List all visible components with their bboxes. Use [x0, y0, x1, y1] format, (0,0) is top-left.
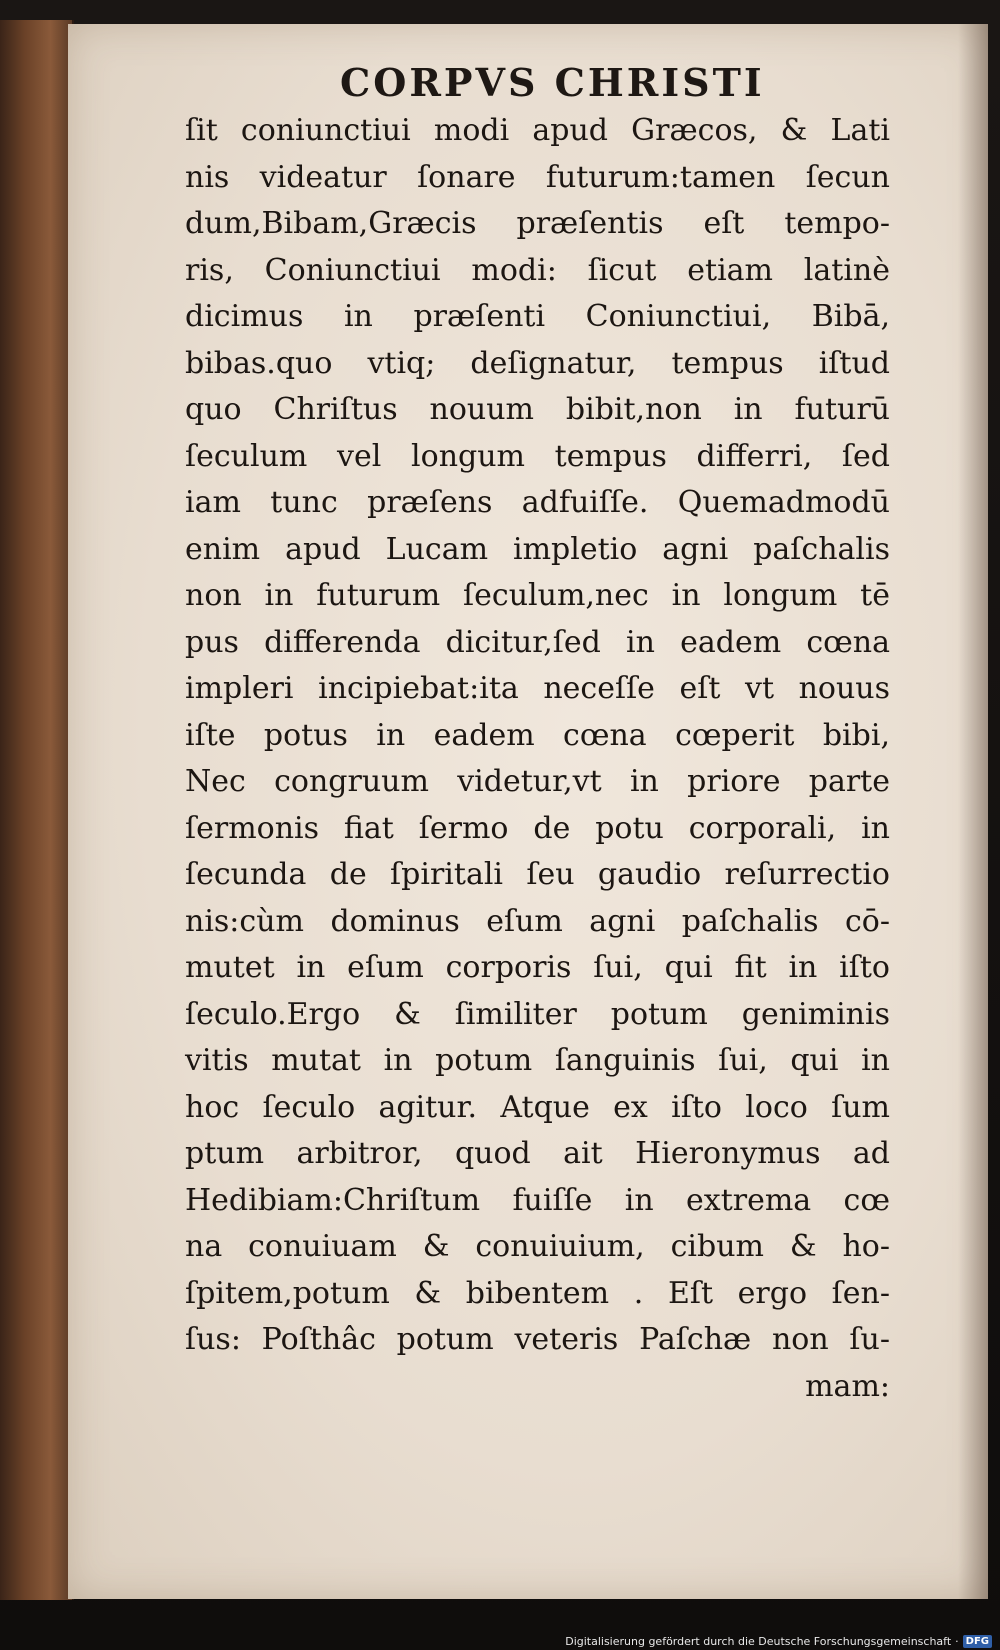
- body-text: [185, 108, 890, 1410]
- text-line: mutet in eſum corporis ſui, qui fit in iſto: [185, 950, 890, 985]
- text-line: Hedibiam:Chriſtum fuiſſe in extrema cœ: [185, 1182, 890, 1218]
- text-line: ſeculo.Ergo & ſimiliter potum geniminis: [185, 996, 890, 1032]
- text-line: ſeculum vel longum tempus differri, ſed: [185, 438, 890, 474]
- text-line: nis:cùm dominus eſum agni paſchalis cō-: [185, 903, 890, 939]
- text-line: vitis mutat in potum ſanguinis ſui, qui in: [185, 1043, 890, 1078]
- text-line: impleri incipiebat:ita neceſſe eſt vt nouus: [185, 671, 890, 706]
- text-line: dicimus in præſenti Coniunctiui, Bibā,: [185, 299, 890, 334]
- page-gutter-shadow: [958, 24, 988, 1599]
- text-line: non in futurum ſeculum,nec in longum tē: [185, 578, 890, 613]
- text-line: ſecunda de ſpiritali ſeu gaudio reſurrectio: [185, 857, 890, 892]
- dfg-logo: DFG: [963, 1635, 992, 1648]
- text-line: enim apud Lucam impletio agni paſchalis: [185, 531, 890, 567]
- text-line: pus differenda dicitur,ſed in eadem cœna: [185, 624, 890, 660]
- text-line: iam tunc præſens adfuiſſe. Quemadmodū: [185, 485, 890, 520]
- text-line: na conuiuam & conuiuium, cibum & ho-: [185, 1229, 890, 1264]
- text-line: nis videatur ſonare futurum:tamen ſecun: [185, 159, 890, 195]
- credit-text: Digitalisierung gefördert durch die Deutsche Forschungsgemeinschaft: [565, 1635, 952, 1648]
- text-line: ſermonis fiat ſermo de potu corporali, in: [185, 810, 890, 846]
- running-head: CORPVS CHRISTI: [340, 60, 765, 105]
- digitization-credit: Digitalisierung gefördert durch die Deutsche Forschungsgemeinschaft · DFG: [565, 1635, 992, 1648]
- text-line: bibas.quo vtiq; deſignatur, tempus iſtud: [185, 345, 890, 381]
- text-line: dum,Bibam,Græcis præſentis eſt tempo-: [185, 206, 890, 241]
- text-line: ſit coniunctiui modi apud Græcos, & Lati: [185, 113, 890, 148]
- text-line: hoc ſeculo agitur. Atque ex iſto loco ſum: [185, 1089, 890, 1125]
- catchword: mam:: [805, 1368, 890, 1404]
- text-line: iſte potus in eadem cœna cœperit bibi,: [185, 717, 890, 753]
- book-edge: [0, 20, 74, 1600]
- text-line: ris, Coniunctiui modi: ſicut etiam latinè: [185, 252, 890, 288]
- text-line: quo Chriſtus nouum bibit,non in futurū: [185, 392, 890, 427]
- text-line: Nec congruum videtur,vt in priore parte: [185, 764, 890, 799]
- text-line: ptum arbitror, quod ait Hieronymus ad: [185, 1136, 890, 1171]
- text-line: ſus: Poſthâc potum veteris Paſchæ non ſu-: [185, 1322, 890, 1357]
- text-line: ſpitem,potum & bibentem . Eſt ergo ſen-: [185, 1275, 890, 1311]
